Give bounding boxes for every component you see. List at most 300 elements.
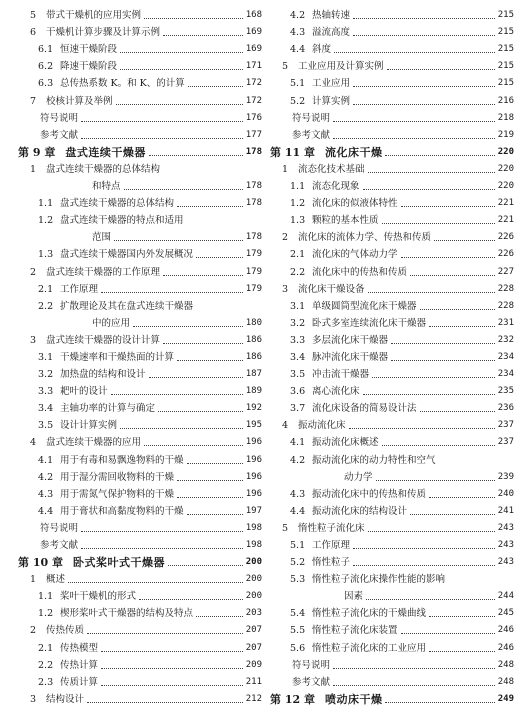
entry-number: 5.1	[290, 540, 306, 551]
toc-entry	[270, 448, 514, 465]
entry-title: 符号说明	[40, 522, 79, 534]
toc-entry	[18, 500, 262, 517]
entry-title: 卧式多室连续流化床干燥器	[312, 317, 427, 329]
entry-title: 因素	[344, 591, 364, 603]
toc-entry	[18, 585, 262, 602]
leader-dots	[168, 565, 243, 566]
page-number: 246	[497, 625, 514, 636]
leader-dots	[177, 360, 243, 361]
leader-dots	[429, 651, 495, 652]
leader-dots	[163, 275, 243, 276]
entry-title: 楔形桨叶式干燥器的结构及特点	[60, 608, 194, 620]
toc-entry	[270, 380, 514, 397]
page-number: 169	[245, 27, 262, 38]
entry-title: 流态化现象	[312, 181, 360, 193]
page-number: 232	[497, 334, 514, 345]
leader-dots	[158, 411, 243, 412]
entry-number: 5.4	[290, 608, 306, 620]
leader-dots	[188, 86, 243, 87]
page-number: 228	[497, 283, 514, 294]
entry-number: 3.7	[290, 403, 306, 415]
entry-title: 流化床干燥设备	[298, 283, 365, 295]
page-number: 176	[245, 112, 262, 123]
entry-title: 惰性粒子流化床	[298, 522, 365, 534]
entry-title: 干燥机计算步骤及计算示例	[46, 27, 161, 39]
entry-number: 2	[30, 625, 37, 637]
entry-number: 5	[30, 10, 37, 22]
entry-title: 惰性粒子流化床装置	[312, 625, 398, 637]
toc-entry	[18, 636, 262, 653]
leader-dots	[429, 326, 495, 327]
entry-number: 4.1	[290, 437, 306, 449]
entry-number: 2.2	[38, 300, 54, 312]
page-number: 249	[497, 693, 514, 704]
page-number: 189	[245, 386, 262, 397]
entry-number: 4	[30, 437, 37, 449]
entry-number: 3.1	[38, 351, 54, 363]
toc-entry	[270, 466, 514, 483]
entry-number: 1	[30, 574, 37, 586]
entry-title: 惰性粒子流化床的干燥曲线	[312, 608, 427, 620]
entry-number: 4.1	[38, 454, 54, 466]
entry-title: 概述	[46, 574, 66, 586]
leader-dots	[363, 394, 495, 395]
leader-dots	[133, 326, 243, 327]
toc-entry	[270, 534, 514, 551]
toc-entry	[270, 551, 514, 568]
entry-title: 流化床的气体动力学	[312, 249, 398, 261]
page-number: 178	[245, 181, 262, 192]
toc-entry	[270, 4, 514, 21]
page-number: 180	[245, 317, 262, 328]
leader-dots	[68, 582, 243, 583]
toc-entry	[270, 414, 514, 431]
toc-entry	[270, 175, 514, 192]
entry-title: 耙叶的设计	[60, 386, 108, 398]
leader-dots	[368, 531, 495, 532]
toc-entry	[270, 38, 514, 55]
page-number: 179	[245, 283, 262, 294]
toc-entry	[270, 636, 514, 653]
toc-entry	[18, 448, 262, 465]
toc-entry	[18, 38, 262, 55]
page-number: 168	[245, 10, 262, 21]
entry-number: 4.2	[290, 10, 306, 22]
chapter-heading	[18, 551, 262, 568]
toc-entry	[270, 654, 514, 671]
page-number: 196	[245, 454, 262, 465]
toc-entry	[18, 209, 262, 226]
entry-number: 2	[282, 232, 289, 244]
entry-number: 3.3	[290, 334, 306, 346]
entry-title: 传热计算	[60, 659, 99, 671]
leader-dots	[81, 531, 243, 532]
entry-number: 5.6	[290, 642, 306, 654]
page-number: 243	[497, 557, 514, 568]
page-number: 195	[245, 420, 262, 431]
entry-title: 工业应用及计算实例	[298, 61, 384, 73]
entry-title: 流化床的流体力学、传热和传质	[298, 232, 432, 244]
leader-dots	[385, 155, 494, 156]
page-number: 215	[497, 61, 514, 72]
page-number: 236	[497, 403, 514, 414]
entry-title: 流化床设备的简易设计法	[312, 403, 417, 415]
page-number: 221	[497, 198, 514, 209]
toc-entry	[270, 72, 514, 89]
chapter-heading	[18, 141, 262, 158]
entry-number: 1.2	[38, 608, 54, 620]
entry-title: 干燥速率和干燥热面的计算	[60, 351, 175, 363]
entry-number: 4.4	[38, 505, 54, 517]
entry-title: 符号说明	[292, 659, 331, 671]
page-number: 200	[245, 574, 262, 585]
page-number: 216	[497, 95, 514, 106]
entry-number: 4.4	[290, 505, 306, 517]
leader-dots	[149, 155, 243, 156]
entry-title: 和特点	[92, 181, 121, 193]
entry-number: 5.3	[290, 574, 306, 586]
entry-title: 设计计算实例	[60, 420, 118, 432]
leader-dots	[187, 514, 243, 515]
leader-dots	[101, 292, 243, 293]
entry-title: 盘式连续干燥器的特点和适用	[60, 215, 184, 227]
toc-entry	[18, 671, 262, 688]
entry-number: 4.4	[290, 44, 306, 56]
leader-dots	[120, 428, 243, 429]
toc-entry	[18, 568, 262, 585]
toc-entry	[270, 192, 514, 209]
entry-title: 主轴功率的计算与确定	[60, 403, 156, 415]
toc-left-column	[18, 4, 262, 705]
entry-title: 加热盘的结构和设计	[60, 369, 146, 381]
toc-entry	[18, 260, 262, 277]
toc-entry	[270, 483, 514, 500]
entry-number: 2	[30, 266, 37, 278]
leader-dots	[353, 18, 495, 19]
toc-entry	[18, 226, 262, 243]
entry-title: 斜度	[312, 44, 332, 56]
page-number: 245	[497, 608, 514, 619]
page-number: 186	[245, 334, 262, 345]
leader-dots	[410, 275, 495, 276]
toc-entry	[270, 260, 514, 277]
page-number: 234	[497, 369, 514, 380]
leader-dots	[334, 52, 495, 53]
toc-entry	[18, 295, 262, 312]
entry-number: 5.1	[290, 78, 306, 90]
entry-title: 喷动床干燥	[324, 692, 383, 706]
entry-title: 工业应用	[312, 78, 351, 90]
toc-entry	[18, 55, 262, 72]
leader-dots	[177, 206, 243, 207]
entry-number: 6.3	[38, 78, 54, 90]
entry-number: 5	[282, 522, 289, 534]
toc-entry	[18, 192, 262, 209]
entry-title: 振动流化床的动力特性和空气	[312, 454, 436, 466]
entry-title: 流化床中的传热和传质	[312, 266, 408, 278]
leader-dots	[163, 35, 243, 36]
entry-title: 用于膏状和高黏度物料的干燥	[60, 505, 184, 517]
toc-entry	[18, 72, 262, 89]
entry-title: 多层流化床干燥器	[312, 334, 389, 346]
leader-dots	[111, 394, 243, 395]
page-number: 171	[245, 61, 262, 72]
leader-dots	[144, 445, 243, 446]
entry-number: 1.1	[290, 181, 306, 193]
page-number: 226	[497, 249, 514, 260]
toc-entry	[18, 380, 262, 397]
toc-entry	[18, 517, 262, 534]
entry-title: 扩散理论及其在盘式连续干燥器	[60, 300, 194, 312]
entry-title: 单级圆筒型流化床干燥器	[312, 300, 417, 312]
entry-title: 工作原理	[60, 283, 99, 295]
entry-number: 2.1	[38, 642, 54, 654]
leader-dots	[87, 633, 243, 634]
toc-right-column	[270, 4, 514, 705]
entry-title: 参考文献	[292, 129, 331, 141]
page-number: 220	[497, 163, 514, 174]
leader-dots	[376, 480, 495, 481]
leader-dots	[382, 445, 495, 446]
entry-title: 桨叶干燥机的形式	[60, 591, 137, 603]
page-number: 203	[245, 608, 262, 619]
leader-dots	[401, 633, 495, 634]
leader-dots	[81, 138, 243, 139]
entry-title: 颗粒的基本性质	[312, 215, 379, 227]
leader-dots	[87, 702, 243, 703]
entry-number: 1	[30, 163, 37, 175]
entry-number: 5	[282, 61, 289, 73]
entry-title: 参考文献	[40, 129, 79, 141]
page-number: 228	[497, 300, 514, 311]
toc-entry	[18, 329, 262, 346]
entry-number: 3.3	[38, 386, 54, 398]
page-number: 198	[245, 522, 262, 533]
entry-title: 盘式连续干燥器的设计计算	[46, 334, 161, 346]
page-number: 227	[497, 266, 514, 277]
entry-title: 恒速干燥阶段	[60, 44, 118, 56]
page-number: 215	[497, 27, 514, 38]
toc-entry	[270, 209, 514, 226]
toc-entry	[270, 278, 514, 295]
page-number: 218	[497, 112, 514, 123]
entry-title: 惰性粒子流化床的工业应用	[312, 642, 427, 654]
entry-number: 2.2	[38, 659, 54, 671]
leader-dots	[385, 702, 494, 703]
entry-number: 2.3	[38, 676, 54, 688]
entry-title: 计算实例	[312, 95, 351, 107]
leader-dots	[333, 685, 495, 686]
leader-dots	[391, 360, 495, 361]
entry-number: 6	[30, 27, 37, 39]
leader-dots	[163, 343, 243, 344]
entry-number: 1	[282, 163, 289, 175]
toc-entry	[18, 243, 262, 260]
page-number: 231	[497, 317, 514, 328]
entry-number: 3	[282, 283, 289, 295]
toc-entry	[270, 363, 514, 380]
page-number: 243	[497, 522, 514, 533]
page-number: 179	[245, 249, 262, 260]
entry-title: 流化床的似液体特性	[312, 198, 398, 210]
entry-title: 盘式连续干燥器的应用	[46, 437, 142, 449]
entry-title: 参考文献	[292, 676, 331, 688]
leader-dots	[387, 69, 495, 70]
toc-entry	[18, 278, 262, 295]
entry-title: 盘式连续干燥器	[65, 145, 146, 159]
page-number: 246	[497, 642, 514, 653]
entry-number: 1.1	[38, 198, 54, 210]
entry-number: 5.2	[290, 557, 306, 569]
leader-dots	[401, 257, 495, 258]
page-number: 179	[245, 266, 262, 277]
entry-number: 4	[282, 420, 289, 432]
entry-title: 结构设计	[46, 693, 85, 705]
leader-dots	[101, 651, 243, 652]
toc-entry	[270, 124, 514, 141]
toc-entry	[270, 107, 514, 124]
page-number: 234	[497, 351, 514, 362]
entry-number: 4.3	[290, 27, 306, 39]
leader-dots	[401, 206, 495, 207]
leader-dots	[187, 463, 243, 464]
leader-dots	[120, 69, 243, 70]
entry-title: 参考文献	[40, 540, 79, 551]
entry-number: 2.1	[38, 283, 54, 295]
entry-title: 传热传质	[46, 625, 85, 637]
page-number: 237	[497, 420, 514, 431]
page-number: 219	[497, 129, 514, 140]
toc-entry	[18, 4, 262, 21]
toc-entry	[18, 466, 262, 483]
toc-entry	[270, 55, 514, 72]
page-number: 196	[245, 488, 262, 499]
entry-title: 惰性粒子	[312, 557, 351, 569]
entry-title: 离心流化床	[312, 386, 360, 398]
toc-entry	[18, 21, 262, 38]
page-number: 178	[245, 198, 262, 209]
page-number: 207	[245, 625, 262, 636]
page-number: 221	[497, 215, 514, 226]
toc-entry	[18, 89, 262, 106]
page-number: 220	[497, 146, 514, 157]
entry-number: 第 12 章	[270, 692, 315, 706]
page-number: 198	[245, 540, 262, 550]
entry-number: 4.2	[38, 471, 54, 483]
page-number: 215	[497, 10, 514, 21]
entry-title: 用于需氮气保护物料的干燥	[60, 488, 175, 500]
page-number: 200	[245, 591, 262, 602]
entry-number: 1.2	[290, 198, 306, 210]
entry-title: 盘式连续干燥器的工作原理	[46, 266, 161, 278]
toc-entry	[270, 619, 514, 636]
toc-entry	[18, 107, 262, 124]
entry-number: 3.6	[290, 386, 306, 398]
page-number: 237	[497, 437, 514, 448]
leader-dots	[177, 497, 243, 498]
leader-dots	[366, 599, 495, 600]
page-number: 241	[497, 505, 514, 516]
entry-title: 流化床干燥	[324, 145, 383, 159]
entry-number: 5.2	[290, 95, 306, 107]
entry-title: 振动流化床中的传热和传质	[312, 488, 427, 500]
leader-dots	[363, 189, 495, 190]
toc-entry	[270, 431, 514, 448]
page-number: 187	[245, 369, 262, 380]
leader-dots	[372, 377, 495, 378]
entry-title: 范围	[92, 232, 112, 244]
entry-title: 流态化技术基础	[298, 163, 365, 175]
leader-dots	[81, 121, 243, 122]
page-number: 207	[245, 642, 262, 653]
page-number: 209	[245, 659, 262, 670]
entry-title: 惰性粒子流化床操作性能的影响	[312, 574, 446, 586]
entry-number: 3.2	[38, 369, 54, 381]
entry-number: 3.1	[290, 300, 306, 312]
page-number: 226	[497, 232, 514, 243]
entry-number: 5.5	[290, 625, 306, 637]
leader-dots	[149, 377, 243, 378]
leader-dots	[420, 309, 495, 310]
toc-entry	[18, 483, 262, 500]
toc-entry	[270, 671, 514, 688]
entry-number: 4.2	[290, 454, 306, 466]
toc-entry	[270, 568, 514, 585]
page-number: 248	[497, 659, 514, 670]
toc-entry	[18, 175, 262, 192]
page-number: 248	[497, 676, 514, 687]
leader-dots	[196, 616, 243, 617]
entry-title: 带式干燥机的应用实例	[46, 10, 142, 22]
toc-entry	[270, 312, 514, 329]
entry-title: 振动流化床概述	[312, 437, 379, 449]
entry-title: 工作原理	[312, 540, 351, 551]
entry-title: 用于有毒和易飘逸物料的干燥	[60, 454, 184, 466]
toc-entry	[18, 124, 262, 141]
page-number: 178	[245, 232, 262, 243]
toc-entry	[18, 431, 262, 448]
page-number: 235	[497, 386, 514, 397]
entry-number: 3.4	[290, 351, 306, 363]
toc-entry	[270, 500, 514, 517]
toc-entry	[18, 158, 262, 175]
page-number: 240	[497, 488, 514, 499]
toc-entry	[270, 21, 514, 38]
entry-title: 振动流化床的结构设计	[312, 505, 408, 517]
entry-title: 盘式连续干燥器国内外发展概况	[60, 249, 194, 261]
entry-number: 3.4	[38, 403, 54, 415]
page-number: 243	[497, 540, 514, 550]
toc-entry	[270, 226, 514, 243]
entry-number: 1.3	[38, 249, 54, 261]
page-number: 186	[245, 351, 262, 362]
entry-number: 1.3	[290, 215, 306, 227]
entry-number: 第 9 章	[18, 145, 56, 159]
page-number: 172	[245, 95, 262, 106]
entry-number: 3.5	[38, 420, 54, 432]
entry-title: 传质计算	[60, 676, 99, 688]
entry-number: 3	[30, 693, 37, 705]
toc-entry	[18, 346, 262, 363]
toc-entry	[18, 654, 262, 671]
leader-dots	[429, 497, 495, 498]
leader-dots	[333, 138, 495, 139]
toc-entry	[18, 363, 262, 380]
leader-dots	[81, 548, 243, 549]
page-number: 169	[245, 44, 262, 55]
entry-number: 6.2	[38, 61, 54, 73]
toc-entry	[270, 243, 514, 260]
